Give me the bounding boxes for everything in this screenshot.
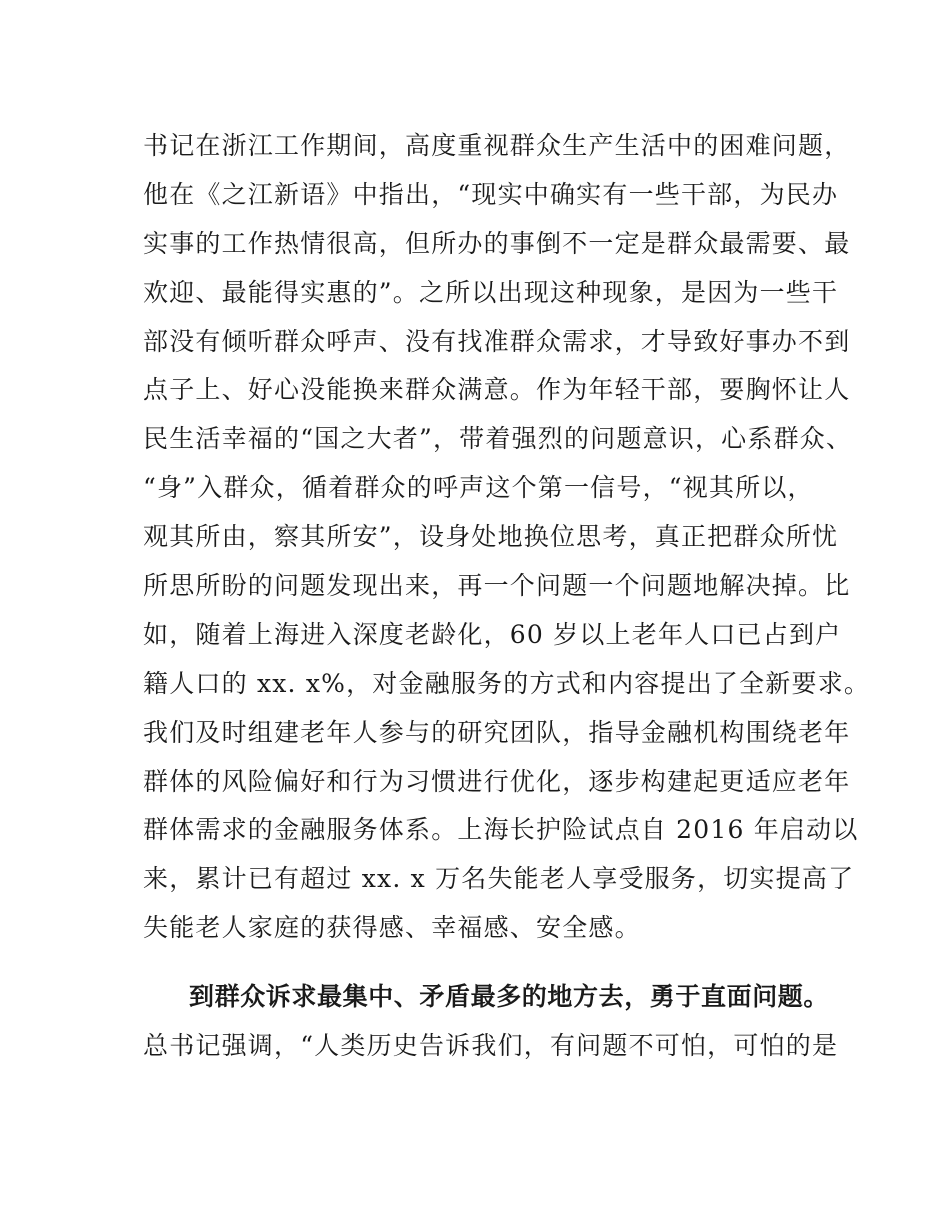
paragraph-2 (143, 973, 843, 1071)
paragraph-spacing (143, 953, 843, 973)
paragraph-1 (143, 122, 871, 953)
paragraph-line: 民生活幸福的“国之大者”，带着强烈的问题意识，心系群众、 (143, 424, 853, 454)
paragraph-line: 来，累计已有超过 xx. x 万名失能老人享受服务，切实提高了 (143, 864, 855, 894)
paragraph-line: 欢迎、最能得实惠的”。之所以出现这种现象，是因为一些干 (143, 277, 839, 307)
paragraph-line: 所思所盼的问题发现出来，再一个问题一个问题地解决掉。比 (143, 571, 851, 601)
paragraph-line: 实事的工作热情很高，但所办的事倒不一定是群众最需要、最 (143, 228, 851, 258)
paragraph-line: 他在《之江新语》中指出，“现实中确实有一些干部，为民办 (143, 179, 839, 209)
paragraph-line: 总书记强调，“人类历史告诉我们，有问题不可怕，可怕的是 (143, 1031, 839, 1061)
paragraph-line: 书记在浙江工作期间，高度重视群众生产生活中的困难问题， (143, 131, 851, 160)
paragraph-line: 群体需求的金融服务体系。上海长护险试点自 2016 年启动以 (143, 815, 859, 845)
paragraph-line: 部没有倾听群众呼声、没有找准群众需求，才导致好事办不到 (143, 326, 851, 356)
paragraph-line: 点子上、好心没能换来群众满意。作为年轻干部，要胸怀让人 (143, 375, 851, 405)
paragraph-heading: 到群众诉求最集中、矛盾最多的地方去，勇于直面问题。 (189, 982, 830, 1012)
paragraph-line: 观其所由，察其所安”，设身处地换位思考，真正把群众所忧 (143, 522, 839, 552)
paragraph-line: 我们及时组建老年人参与的研究团队，指导金融机构围绕老年 (143, 717, 851, 747)
paragraph-line: 如，随着上海进入深度老龄化，60 岁以上老年人口已占到户 (143, 619, 842, 649)
paragraph-line: 失能老人家庭的获得感、幸福感、安全感。 (143, 913, 641, 943)
paragraph-line: 群体的风险偏好和行为习惯进行优化，逐步构建起更适应老年 (143, 766, 851, 796)
document-body (143, 122, 871, 1071)
paragraph-line: “身”入群众，循着群众的呼声这个第一信号，“视其所以， (143, 473, 814, 503)
paragraph-line: 籍人口的 xx. x%，对金融服务的方式和内容提出了全新要求。 (143, 668, 871, 698)
